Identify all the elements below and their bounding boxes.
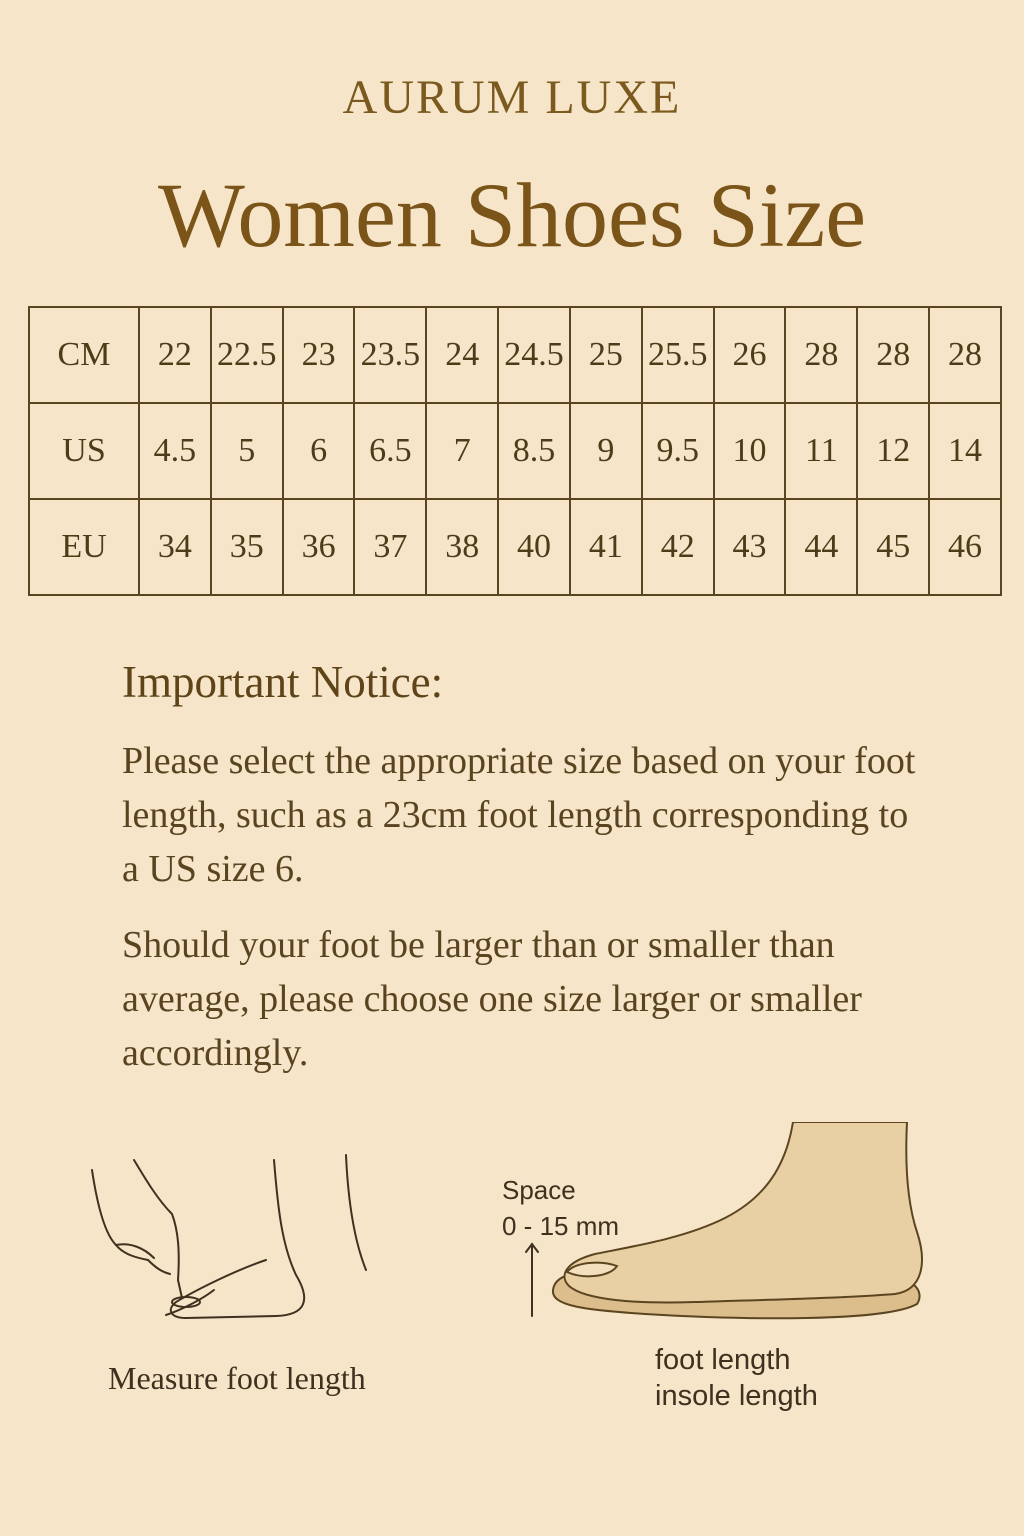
- size-cell: 22.5: [211, 307, 283, 403]
- size-cell: 6.5: [354, 403, 426, 499]
- size-cell: 10: [714, 403, 786, 499]
- foot-shape: [565, 1122, 922, 1302]
- size-cell: 38: [426, 499, 498, 595]
- size-cell: 5: [211, 403, 283, 499]
- notice-paragraph-1: Please select the appropriate size based on your foot length, such as a 23cm foot length corresponding to a US size 6.: [122, 740, 916, 890]
- notice-paragraph-2: Should your foot be larger than or smaller than average, please choose one size larger or smaller accordingly.: [122, 924, 862, 1074]
- size-cell: 25.5: [642, 307, 714, 403]
- size-cell: 44: [785, 499, 857, 595]
- size-cell: 22: [139, 307, 211, 403]
- size-cell: 28: [785, 307, 857, 403]
- size-cell: 36: [283, 499, 355, 595]
- foot-length-label: foot length: [655, 1344, 791, 1376]
- foot-length-captions: [655, 1342, 818, 1414]
- size-cell: 12: [857, 403, 929, 499]
- size-row-label: US: [29, 403, 139, 499]
- size-cell: 9: [570, 403, 642, 499]
- size-cell: 24.5: [498, 307, 570, 403]
- size-cell: 24: [426, 307, 498, 403]
- size-cell: 23.5: [354, 307, 426, 403]
- size-table-body: [29, 307, 1001, 595]
- measure-foot-illustration: [86, 1150, 386, 1330]
- size-cell: 26: [714, 307, 786, 403]
- size-table: [28, 306, 1002, 596]
- size-cell: 35: [211, 499, 283, 595]
- space-value: 0 - 15 mm: [502, 1211, 620, 1241]
- size-row-cm: [29, 307, 1001, 403]
- size-row-us: [29, 403, 1001, 499]
- foot-on-insole-illustration: [545, 1122, 935, 1322]
- size-cell: 9.5: [642, 403, 714, 499]
- size-row-eu: [29, 499, 1001, 595]
- size-cell: 46: [929, 499, 1001, 595]
- size-cell: 14: [929, 403, 1001, 499]
- size-row-label: EU: [29, 499, 139, 595]
- size-cell: 8.5: [498, 403, 570, 499]
- size-cell: 40: [498, 499, 570, 595]
- measure-caption: Measure foot length: [108, 1360, 366, 1396]
- size-cell: 41: [570, 499, 642, 595]
- notice-heading: Important Notice:: [122, 657, 444, 707]
- size-cell: 42: [642, 499, 714, 595]
- size-cell: 37: [354, 499, 426, 595]
- insole-length-label: insole length: [655, 1380, 818, 1412]
- size-cell: 34: [139, 499, 211, 595]
- size-cell: 25: [570, 307, 642, 403]
- space-arrow-icon: [522, 1240, 542, 1318]
- size-cell: 45: [857, 499, 929, 595]
- size-cell: 6: [283, 403, 355, 499]
- size-cell: 4.5: [139, 403, 211, 499]
- size-cell: 28: [857, 307, 929, 403]
- page-title: Women Shoes Size: [157, 164, 867, 266]
- brand-name: AURUM LUXE: [342, 71, 682, 124]
- size-cell: 43: [714, 499, 786, 595]
- size-cell: 11: [785, 403, 857, 499]
- size-cell: 28: [929, 307, 1001, 403]
- size-row-label: CM: [29, 307, 139, 403]
- space-label: Space: [502, 1175, 576, 1205]
- size-cell: 7: [426, 403, 498, 499]
- size-cell: 23: [283, 307, 355, 403]
